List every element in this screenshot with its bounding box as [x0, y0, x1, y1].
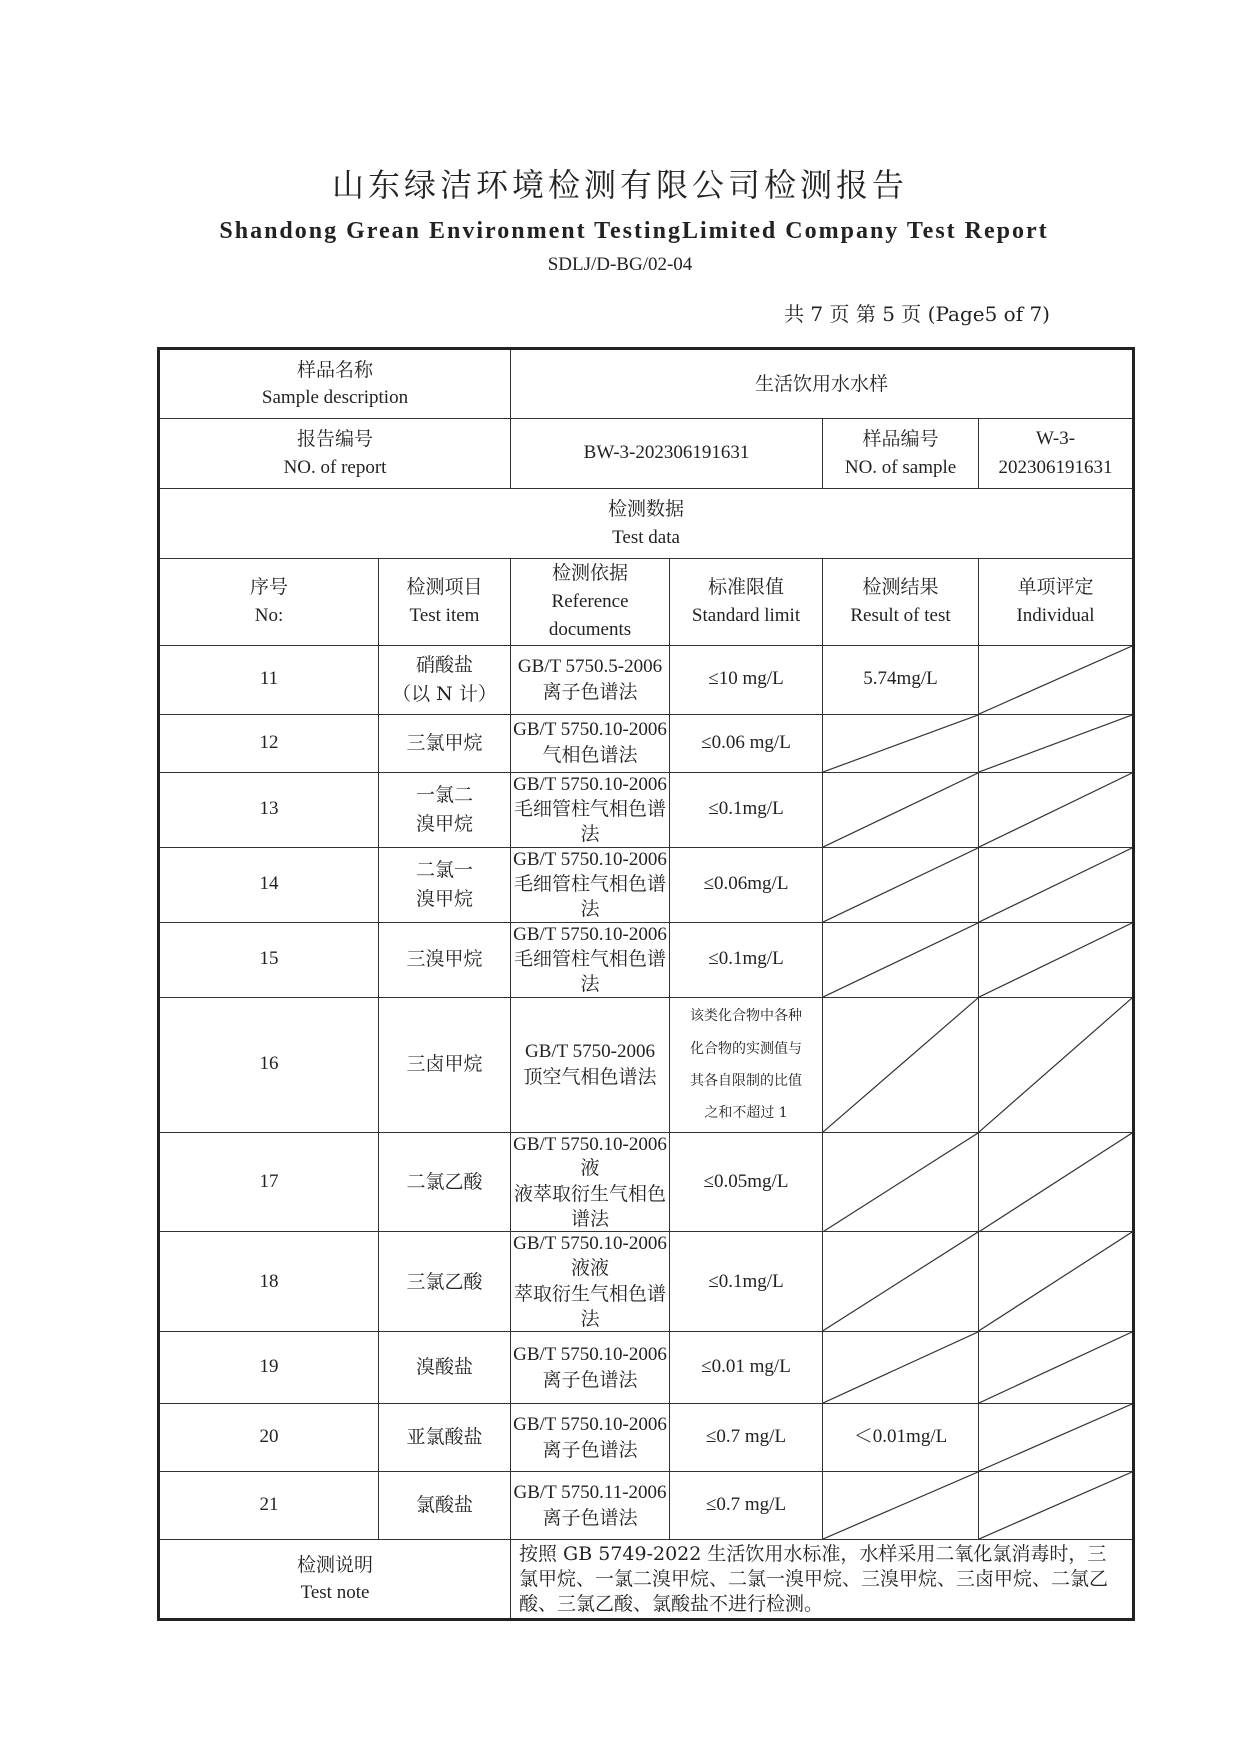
reference-code: GB/T 5750.10-2006 [513, 773, 667, 795]
row-standard-limit: ≤0.06 mg/L [670, 714, 823, 772]
diagonal-slash [823, 715, 978, 772]
row-test-item [379, 1132, 511, 1232]
reference-method: 顶空气相色谱法 [523, 1065, 657, 1088]
label-cn: 样品名称 [297, 358, 374, 381]
item-line: 三溴甲烷 [406, 948, 483, 971]
reference-method: 毛细管柱气相色谱法 [514, 948, 667, 995]
item-line: 三氯甲烷 [406, 731, 483, 754]
table-row [159, 1132, 1134, 1232]
document-code: SDLJ/D-BG/02-04 [547, 254, 693, 275]
item-line: 二氯一 [416, 859, 474, 882]
header-en: Standard limit [691, 604, 801, 626]
row-no: 20 [159, 1404, 379, 1472]
label-cn: 报告编号 [297, 428, 374, 450]
col-header-standard [670, 559, 823, 646]
reference-code: GB/T 5750.10-2006 液液 [513, 1233, 667, 1280]
header-en: Reference documents [548, 590, 632, 640]
reference-code: GB/T 5750-2006 [525, 1041, 656, 1062]
col-header-no [159, 559, 379, 646]
diagonal-slash [979, 1133, 1132, 1232]
row-result [823, 922, 979, 997]
row-individual [979, 645, 1134, 714]
row-individual [979, 1132, 1134, 1232]
table-row [159, 1332, 1134, 1404]
header-cn: 序号 [249, 576, 288, 599]
report-no-label [159, 419, 511, 489]
diagonal-slash [979, 646, 1132, 714]
row-standard-limit: ≤0.1mg/L [670, 772, 823, 847]
row-individual [979, 847, 1134, 922]
diagonal-slash [979, 773, 1132, 847]
row-result [823, 1232, 979, 1332]
label-en: NO. of sample [844, 456, 957, 478]
test-data-heading [159, 489, 1134, 559]
row-standard-limit: ≤0.1mg/L [670, 1232, 823, 1332]
item-line: 溴酸盐 [416, 1356, 474, 1379]
table-row [159, 714, 1134, 772]
diagonal-slash [979, 1332, 1132, 1403]
row-reference [511, 1232, 670, 1332]
row-reference [511, 772, 670, 847]
table-row [159, 645, 1134, 714]
row-no: 18 [159, 1232, 379, 1332]
diagonal-slash [979, 1404, 1132, 1471]
sample-desc-value: 生活饮用水水样 [511, 349, 1134, 419]
row-no: 15 [159, 922, 379, 997]
row-reference [511, 1472, 670, 1540]
diagonal-slash [979, 715, 1132, 772]
reference-code: GB/T 5750.10-2006 [513, 719, 667, 741]
label-cn: 检测说明 [297, 1553, 374, 1576]
header-en: Individual [1016, 604, 1095, 626]
reference-code: GB/T 5750.10-2006 [513, 1414, 667, 1435]
label-en: Test note [300, 1582, 370, 1604]
table-row [159, 1404, 1134, 1472]
standard-line: 化合物的实测值与 [690, 1040, 803, 1057]
test-note-text: 按照 GB 5749-2022 生活饮用水标准，水样采用二氧化氯消毒时，三氯甲烷、一氯二溴甲烷、二氯一溴甲烷、三溴甲烷、三卤甲烷、二氯乙酸、三氯乙酸、氯酸盐不进行检测。 [511, 1540, 1134, 1620]
header-cn: 单项评定 [1017, 576, 1094, 599]
reference-code: GB/T 5750.11-2006 [513, 1482, 667, 1503]
row-standard-limit: ≤0.1mg/L [670, 922, 823, 997]
standard-line: 其各自限制的比值 [690, 1072, 803, 1089]
row-standard-limit: ≤0.05mg/L [670, 1132, 823, 1232]
standard-line: 该类化合物中各种 [690, 1008, 803, 1025]
heading-en: Test data [612, 526, 680, 548]
row-reference [511, 997, 670, 1132]
test-note-label [159, 1540, 511, 1620]
sample-no-label [823, 419, 979, 489]
label-en: NO. of report [283, 456, 387, 478]
row-no: 19 [159, 1332, 379, 1404]
row-result [823, 1332, 979, 1404]
diagonal-slash [823, 848, 978, 922]
diagonal-slash [823, 1472, 978, 1539]
diagonal-slash [823, 998, 978, 1132]
sample-no-value: W-3-202306191631 [979, 419, 1134, 489]
reference-method: 离子色谱法 [542, 1368, 638, 1391]
label-en: Sample description [261, 387, 409, 408]
item-line: 三卤甲烷 [406, 1053, 483, 1076]
reference-code: GB/T 5750.10-2006 液 [513, 1133, 667, 1180]
row-no: 11 [159, 645, 379, 714]
diagonal-slash [823, 1332, 978, 1403]
diagonal-slash [979, 1472, 1132, 1539]
item-line: 溴甲烷 [416, 887, 474, 910]
row-individual [979, 772, 1134, 847]
test-note-row [159, 1540, 1134, 1620]
row-reference [511, 645, 670, 714]
col-header-individual [979, 559, 1134, 646]
diagonal-slash [979, 1232, 1132, 1331]
sample-desc-label [159, 349, 511, 419]
table-row [159, 772, 1134, 847]
col-header-result [823, 559, 979, 646]
row-individual [979, 1404, 1134, 1472]
col-header-reference [511, 559, 670, 646]
row-test-item [379, 922, 511, 997]
row-reference [511, 1132, 670, 1232]
standard-line: 之和不超过 1 [704, 1104, 788, 1121]
row-no: 13 [159, 772, 379, 847]
row-standard-limit: ≤0.7 mg/L [670, 1404, 823, 1472]
item-line: 氯酸盐 [416, 1494, 474, 1517]
row-test-item [379, 772, 511, 847]
header-en: Result of test [850, 604, 951, 626]
item-line: 一氯二 [416, 784, 474, 807]
row-result: 5.74mg/L [823, 645, 979, 714]
diagonal-slash [979, 923, 1132, 997]
reference-method: 萃取衍生气相色谱法 [514, 1282, 667, 1330]
row-standard-limit: ≤10 mg/L [670, 645, 823, 714]
diagonal-slash [823, 773, 978, 847]
row-result [823, 772, 979, 847]
row-result [823, 847, 979, 922]
item-line: 二氯乙酸 [406, 1170, 483, 1193]
item-line: 亚氯酸盐 [406, 1426, 483, 1449]
item-line: （以 N 计） [392, 682, 497, 705]
row-test-item [379, 1472, 511, 1540]
header-cn: 检测依据 [552, 562, 629, 584]
row-reference [511, 922, 670, 997]
item-line: 三氯乙酸 [406, 1270, 483, 1293]
row-standard-limit [670, 997, 823, 1132]
row-test-item [379, 847, 511, 922]
test-report-table [157, 347, 1135, 1621]
col-header-item [379, 559, 511, 646]
header-cn: 检测项目 [406, 576, 483, 599]
reference-code: GB/T 5750.10-2006 [513, 923, 667, 945]
row-individual [979, 1472, 1134, 1540]
row-test-item [379, 1332, 511, 1404]
reference-method: 离子色谱法 [542, 1506, 638, 1529]
row-individual [979, 922, 1134, 997]
table-row [159, 1472, 1134, 1540]
row-test-item [379, 1232, 511, 1332]
table-row [159, 1232, 1134, 1332]
reference-method: 液萃取衍生气相色谱法 [514, 1183, 667, 1230]
report-title-cn: 山东绿洁环境检测有限公司检测报告 [331, 166, 908, 204]
row-reference [511, 714, 670, 772]
label-cn: 样品编号 [862, 428, 939, 450]
reference-code: GB/T 5750.10-2006 [513, 1344, 667, 1365]
row-individual [979, 1332, 1134, 1404]
diagonal-slash [823, 1232, 978, 1331]
row-result [823, 1472, 979, 1540]
row-individual [979, 997, 1134, 1132]
row-result [823, 1132, 979, 1232]
header-cn: 标准限值 [708, 576, 785, 599]
row-standard-limit: ≤0.01 mg/L [670, 1332, 823, 1404]
row-result [823, 714, 979, 772]
table-row [159, 997, 1134, 1132]
row-test-item [379, 714, 511, 772]
reference-code: GB/T 5750.10-2006 [513, 848, 667, 870]
reference-method: 气相色谱法 [542, 744, 638, 766]
row-reference [511, 1404, 670, 1472]
row-standard-limit: ≤0.7 mg/L [670, 1472, 823, 1540]
item-line: 硝酸盐 [416, 654, 474, 676]
table-row [159, 922, 1134, 997]
row-test-item [379, 645, 511, 714]
row-individual [979, 1232, 1134, 1332]
row-no: 16 [159, 997, 379, 1132]
reference-method: 毛细管柱气相色谱法 [514, 873, 667, 920]
reference-code: GB/T 5750.5-2006 [517, 655, 663, 677]
diagonal-slash [979, 848, 1132, 922]
reference-method: 离子色谱法 [542, 1438, 638, 1461]
row-result [823, 997, 979, 1132]
row-reference [511, 847, 670, 922]
row-individual [979, 714, 1134, 772]
reference-method: 毛细管柱气相色谱法 [514, 798, 667, 845]
item-line: 溴甲烷 [416, 812, 474, 835]
row-no: 12 [159, 714, 379, 772]
report-title-en: Shandong Grean Environment TestingLimited Company Test Report [219, 218, 1049, 244]
row-standard-limit: ≤0.06mg/L [670, 847, 823, 922]
row-no: 21 [159, 1472, 379, 1540]
row-no: 14 [159, 847, 379, 922]
page-info: 共 7 页 第 5 页 (Page5 of 7) [784, 302, 1050, 326]
report-no-value: BW-3-202306191631 [511, 419, 823, 489]
diagonal-slash [823, 923, 978, 997]
diagonal-slash [979, 998, 1132, 1132]
row-test-item [379, 997, 511, 1132]
heading-cn: 检测数据 [608, 498, 685, 520]
reference-method: 离子色谱法 [542, 680, 638, 703]
row-reference [511, 1332, 670, 1404]
header-en: No: [254, 604, 284, 626]
diagonal-slash [823, 1133, 978, 1232]
header-en: Test item [409, 604, 480, 626]
header-cn: 检测结果 [862, 576, 939, 599]
row-result: ＜0.01mg/L [823, 1404, 979, 1472]
table-row [159, 847, 1134, 922]
row-test-item [379, 1404, 511, 1472]
row-no: 17 [159, 1132, 379, 1232]
